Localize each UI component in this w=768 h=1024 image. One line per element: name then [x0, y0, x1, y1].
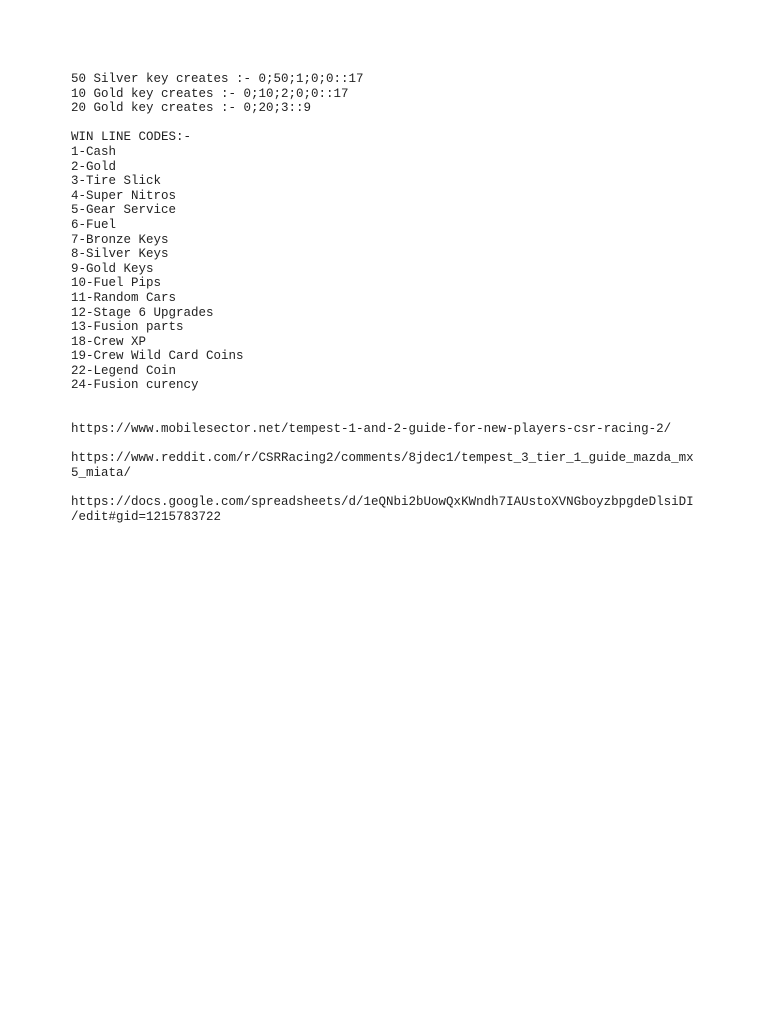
win-line-codes-block — [71, 130, 711, 393]
win-line-code: 9-Gold Keys — [71, 261, 154, 276]
link-text[interactable]: https://www.reddit.com/r/CSRRacing2/comments/8jdec1/tempest_3_tier_1_guide_mazda_mx — [71, 451, 694, 466]
link-google-docs[interactable] — [71, 495, 711, 524]
win-line-code: 22-Legend Coin — [71, 363, 177, 378]
link-text[interactable]: 5_miata/ — [71, 466, 132, 481]
links-block — [71, 422, 711, 524]
win-line-code: 5-Gear Service — [71, 203, 177, 218]
win-line-code: 8-Silver Keys — [71, 247, 169, 262]
key-creates-line: 20 Gold key creates :- 0;20;3::9 — [71, 101, 312, 116]
key-creates-line: 50 Silver key creates :- 0;50;1;0;0::17 — [71, 72, 364, 86]
link-text[interactable]: https://www.mobilesector.net/tempest-1-and-2-guide-for-new-players-csr-racing-2/ — [71, 422, 672, 437]
link-text[interactable]: /edit#gid=1215783722 — [71, 509, 222, 524]
link-reddit[interactable] — [71, 451, 711, 480]
win-line-code: 24-Fusion curency — [71, 378, 199, 393]
link-text[interactable]: https://docs.google.com/spreadsheets/d/1eQNbi2bUowQxKWndh7IAUstoXVNGboyzbpgdeDlsiDI — [71, 495, 694, 510]
key-creates-line: 10 Gold key creates :- 0;10;2;0;0::17 — [71, 86, 349, 101]
win-line-code: 11-Random Cars — [71, 290, 177, 305]
win-line-code: 2-Gold — [71, 159, 117, 174]
win-line-code: 6-Fuel — [71, 217, 117, 232]
win-line-code: 3-Tire Slick — [71, 174, 162, 189]
win-line-code: 12-Stage 6 Upgrades — [71, 305, 214, 320]
win-line-code: 18-Crew XP — [71, 334, 147, 349]
document-page — [71, 72, 711, 539]
win-line-code: 13-Fusion parts — [71, 320, 184, 335]
win-line-code: 1-Cash — [71, 144, 117, 159]
key-creates-block — [71, 72, 711, 116]
win-line-code: 10-Fuel Pips — [71, 276, 162, 291]
win-line-code: 4-Super Nitros — [71, 188, 177, 203]
win-line-code: 7-Bronze Keys — [71, 232, 169, 247]
link-mobilesector[interactable] — [71, 422, 711, 437]
win-line-code: 19-Crew Wild Card Coins — [71, 349, 244, 364]
win-line-heading: WIN LINE CODES:- — [71, 130, 192, 145]
